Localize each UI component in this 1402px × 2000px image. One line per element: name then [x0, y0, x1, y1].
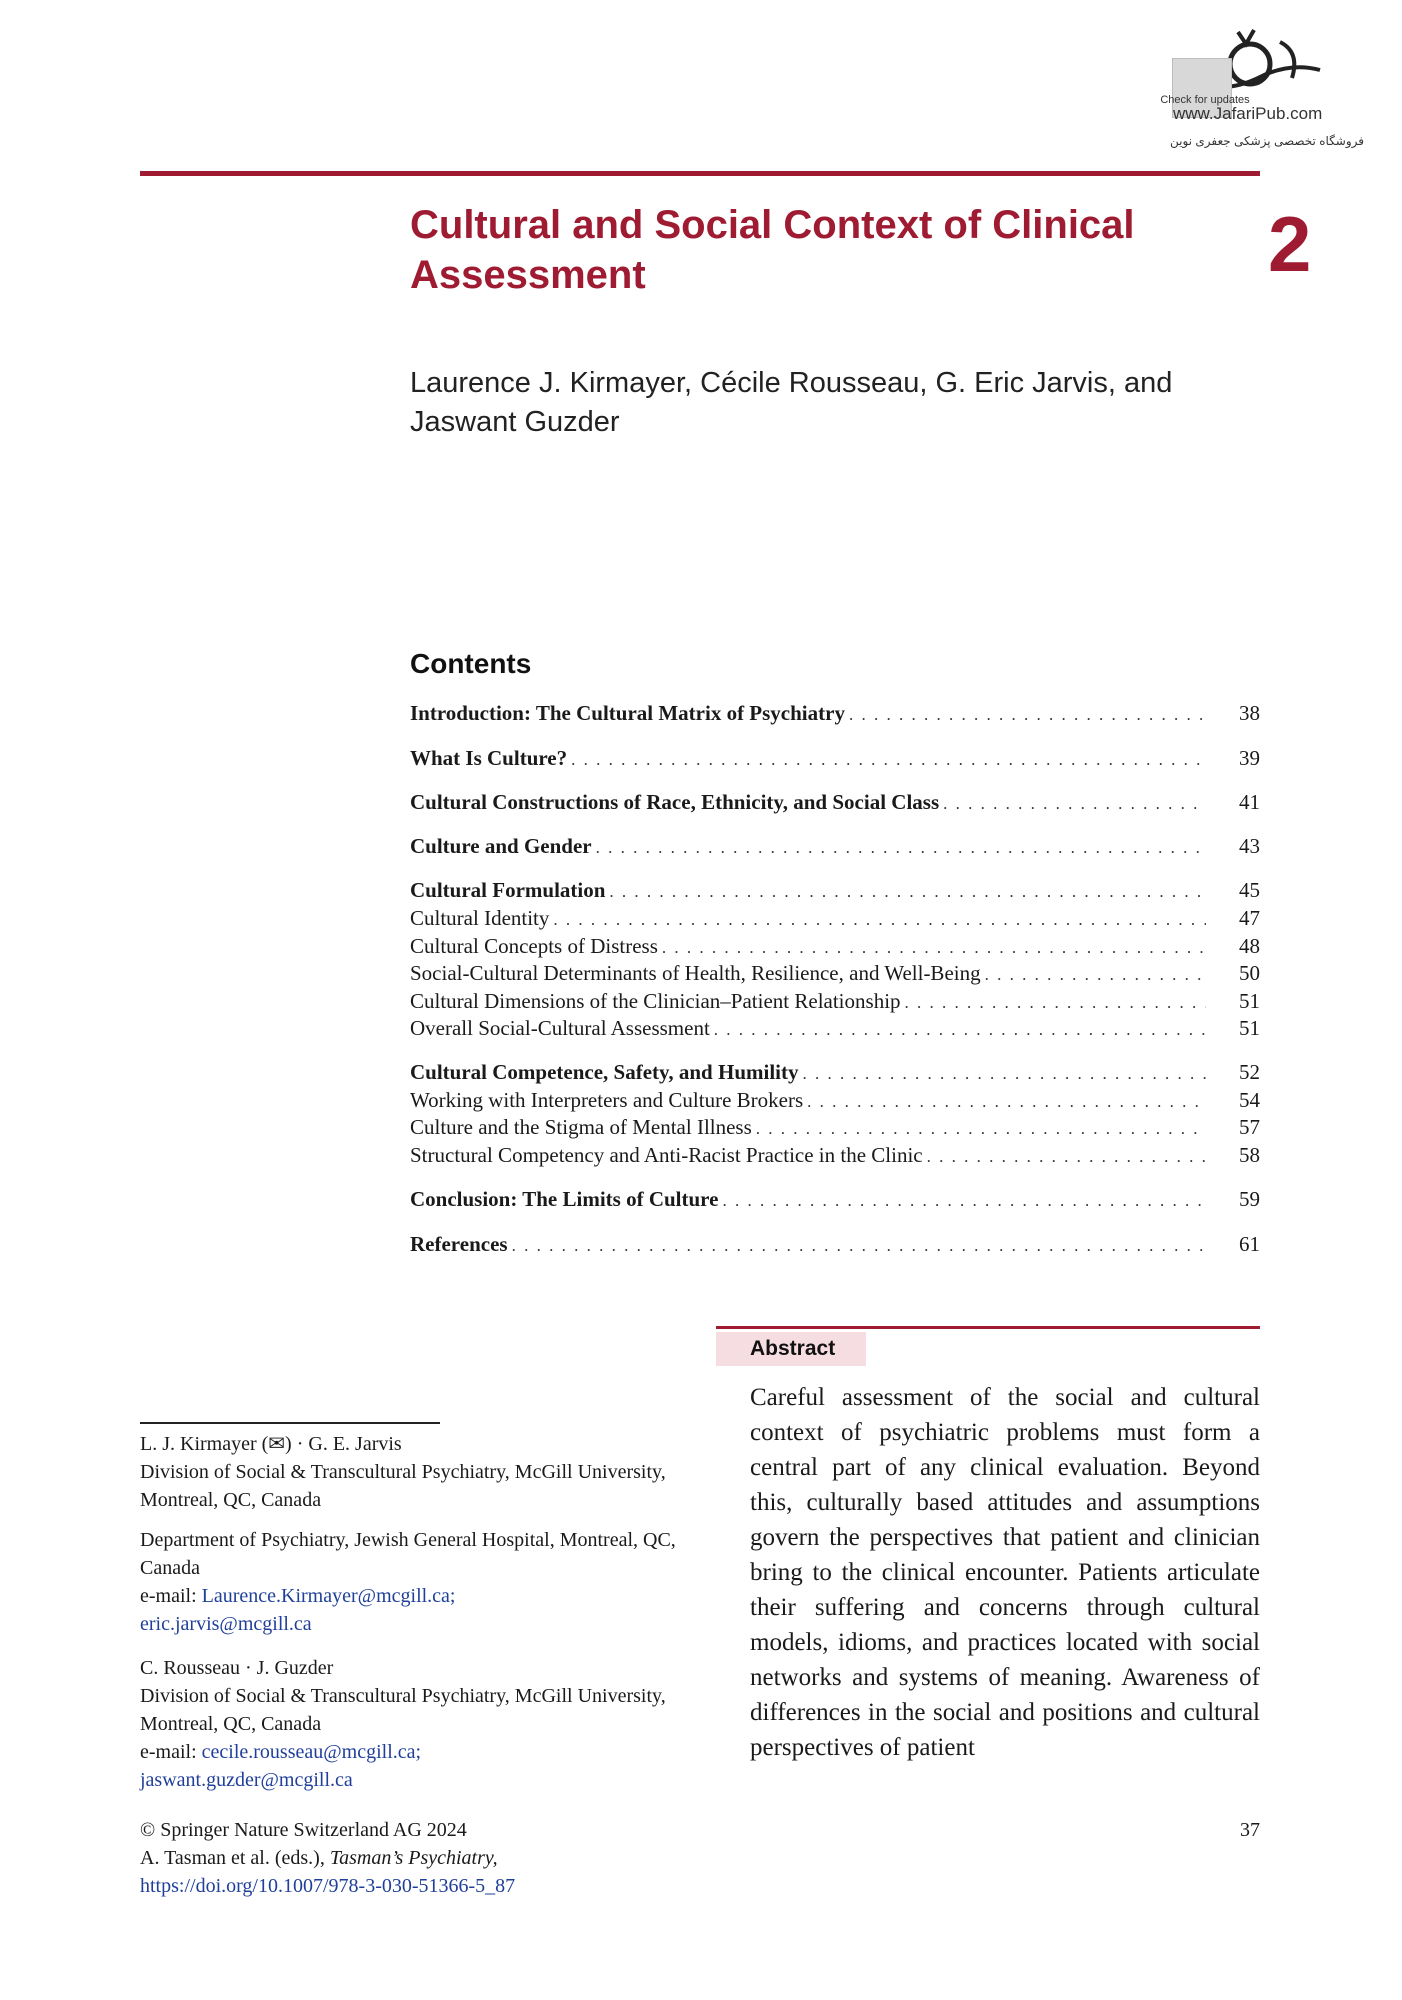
toc-entry[interactable] [410, 905, 1260, 931]
toc-leader-dots [849, 702, 1206, 728]
toc-leader-dots [803, 1061, 1207, 1087]
toc-entry-title: Working with Interpreters and Culture Brokers [410, 1088, 804, 1112]
chapter-number: 2 [1268, 200, 1312, 288]
abstract-text: Careful assessment of the social and cultural context of psychiatric problems must form a central part of any clinical evaluation. Beyond this, culturally based attitudes and assumptions govern the perspectives that patient and clinician bring to the clinical encounter. Patients articulate their suffering and concerns through cultural models, idioms, and practices located with social networks and systems of meaning. Awareness of differences in the social and positions and cultural perspectives of patient [750, 1384, 1260, 1761]
toc-entry-page: 50 [1239, 961, 1260, 985]
toc-entry-title: Cultural Concepts of Distress [410, 934, 658, 958]
affiliation-dept-1b: Department of Psychiatry, Jewish General Hospital, Montreal, QC, Canada [140, 1529, 676, 1579]
toc-leader-dots [756, 1116, 1206, 1142]
email-link-rousseau[interactable]: cecile.rousseau@mcgill.ca; [201, 1741, 422, 1763]
affiliation-names-1: L. J. Kirmayer (✉) · G. E. Jarvis [140, 1433, 402, 1455]
toc-leader-dots [512, 1233, 1206, 1259]
affiliation-names-2: C. Rousseau · J. Guzder [140, 1657, 334, 1679]
toc-entry-title: Social-Cultural Determinants of Health, Resilience, and Well-Being [410, 961, 981, 985]
affiliation-dept-2: Division of Social & Transcultural Psychiatry, McGill University, Montreal, QC, Canada [140, 1685, 666, 1735]
toc-entry-title: Structural Competency and Anti-Racist Practice in the Clinic [410, 1143, 923, 1167]
toc-entry[interactable] [410, 1015, 1260, 1041]
affiliation-rule [140, 1422, 440, 1424]
toc-entry[interactable] [410, 833, 1260, 859]
toc-leader-dots [714, 1017, 1206, 1043]
toc-leader-dots [927, 1144, 1206, 1170]
affiliation-group-2 [140, 1654, 680, 1794]
chapter-title: Cultural and Social Context of Clinical Assessment [410, 203, 1135, 297]
affiliation-group-1 [140, 1430, 680, 1638]
toc-entry-page: 38 [1239, 701, 1260, 725]
toc-entry-page: 41 [1239, 790, 1260, 814]
top-rule [140, 171, 1260, 176]
toc-entry-title: Culture and Gender [410, 834, 592, 858]
toc-entry[interactable] [410, 933, 1260, 959]
email-prefix: e-mail: [140, 1741, 202, 1763]
toc-entry[interactable] [410, 789, 1260, 815]
email-prefix: e-mail: [140, 1585, 202, 1607]
email-link-kirmayer[interactable]: Laurence.Kirmayer@mcgill.ca; [201, 1585, 456, 1607]
toc-entry-title: Introduction: The Cultural Matrix of Psychiatry [410, 701, 845, 725]
chapter-authors: Laurence J. Kirmayer, Cécile Rousseau, G. Eric Jarvis, and Jaswant Guzder [410, 367, 1173, 438]
toc-entry-title: Culture and the Stigma of Mental Illness [410, 1115, 752, 1139]
toc-entry[interactable] [410, 1231, 1260, 1257]
toc-entry-title: Overall Social-Cultural Assessment [410, 1016, 710, 1040]
toc-entry-title: References [410, 1232, 508, 1256]
toc-leader-dots [596, 835, 1206, 861]
toc-entry[interactable] [410, 700, 1260, 726]
footer [140, 1816, 840, 1900]
toc-entry[interactable] [410, 745, 1260, 771]
toc-entry-page: 57 [1239, 1115, 1260, 1139]
toc-entry-page: 51 [1239, 989, 1260, 1013]
toc-entry-title: Cultural Formulation [410, 878, 606, 902]
toc-leader-dots [609, 879, 1206, 905]
toc-entry-title: Cultural Constructions of Race, Ethnicity, and Social Class [410, 790, 940, 814]
toc-entry-page: 39 [1239, 746, 1260, 770]
toc-leader-dots [553, 907, 1206, 933]
toc-entry[interactable] [410, 877, 1260, 903]
toc-leader-dots [571, 747, 1206, 773]
doi-link[interactable]: https://doi.org/10.1007/978-3-030-51366-5_87 [140, 1875, 516, 1897]
toc-entry[interactable] [410, 1186, 1260, 1212]
toc-entry-page: 45 [1239, 878, 1260, 902]
toc-entry[interactable] [410, 988, 1260, 1014]
email-link-guzder[interactable]: jaswant.guzder@mcgill.ca [140, 1769, 353, 1791]
page-number: 37 [1240, 1819, 1260, 1841]
citation [140, 1844, 840, 1872]
toc-leader-dots [943, 791, 1206, 817]
email-link-jarvis[interactable]: eric.jarvis@mcgill.ca [140, 1613, 312, 1635]
contents-heading: Contents [410, 648, 532, 679]
toc-entry-page: 52 [1239, 1060, 1260, 1084]
toc-entry[interactable] [410, 960, 1260, 986]
toc-leader-dots [985, 962, 1206, 988]
toc-entry-page: 51 [1239, 1016, 1260, 1040]
toc-entry-page: 54 [1239, 1088, 1260, 1112]
toc-entry[interactable] [410, 1087, 1260, 1113]
toc-leader-dots [905, 990, 1206, 1016]
toc-entry-page: 61 [1239, 1232, 1260, 1256]
affiliation-email-line-1 [140, 1582, 680, 1610]
toc-leader-dots [807, 1089, 1206, 1115]
toc-entry-page: 48 [1239, 934, 1260, 958]
toc-entry-title: Cultural Identity [410, 906, 550, 930]
toc-entry-title: Cultural Dimensions of the Clinician–Patient Relationship [410, 989, 901, 1013]
abstract-label: Abstract [716, 1332, 866, 1366]
watermark-persian-text: فروشگاه تخصصی پزشکی جعفری نوین [1170, 134, 1364, 148]
toc-entry[interactable] [410, 1114, 1260, 1140]
toc-leader-dots [722, 1188, 1206, 1214]
toc-entry-page: 58 [1239, 1143, 1260, 1167]
abstract-rule [716, 1326, 1260, 1329]
toc-entry-page: 43 [1239, 834, 1260, 858]
copyright: © Springer Nature Switzerland AG 2024 [140, 1819, 467, 1841]
citation-title: Tasman’s Psychiatry, [329, 1847, 498, 1869]
toc-entry-title: What Is Culture? [410, 746, 568, 770]
toc-leader-dots [662, 935, 1206, 961]
toc-entry-title: Cultural Competence, Safety, and Humility [410, 1060, 799, 1084]
watermark-url: www.JafariPub.com [1173, 104, 1323, 123]
toc-entry-page: 47 [1239, 906, 1260, 930]
toc-entry[interactable] [410, 1059, 1260, 1085]
toc-entry-page: 59 [1239, 1187, 1260, 1211]
toc-entry[interactable] [410, 1142, 1260, 1168]
affiliation-email-line-2 [140, 1738, 680, 1766]
affiliation-dept-1: Division of Social & Transcultural Psychiatry, McGill University, Montreal, QC, Canada [140, 1461, 666, 1511]
citation-prefix: A. Tasman et al. (eds.), [140, 1847, 330, 1869]
toc-entry-title: Conclusion: The Limits of Culture [410, 1187, 719, 1211]
check-for-updates-label: Check for updates [1160, 94, 1250, 106]
watermark [1140, 22, 1370, 162]
